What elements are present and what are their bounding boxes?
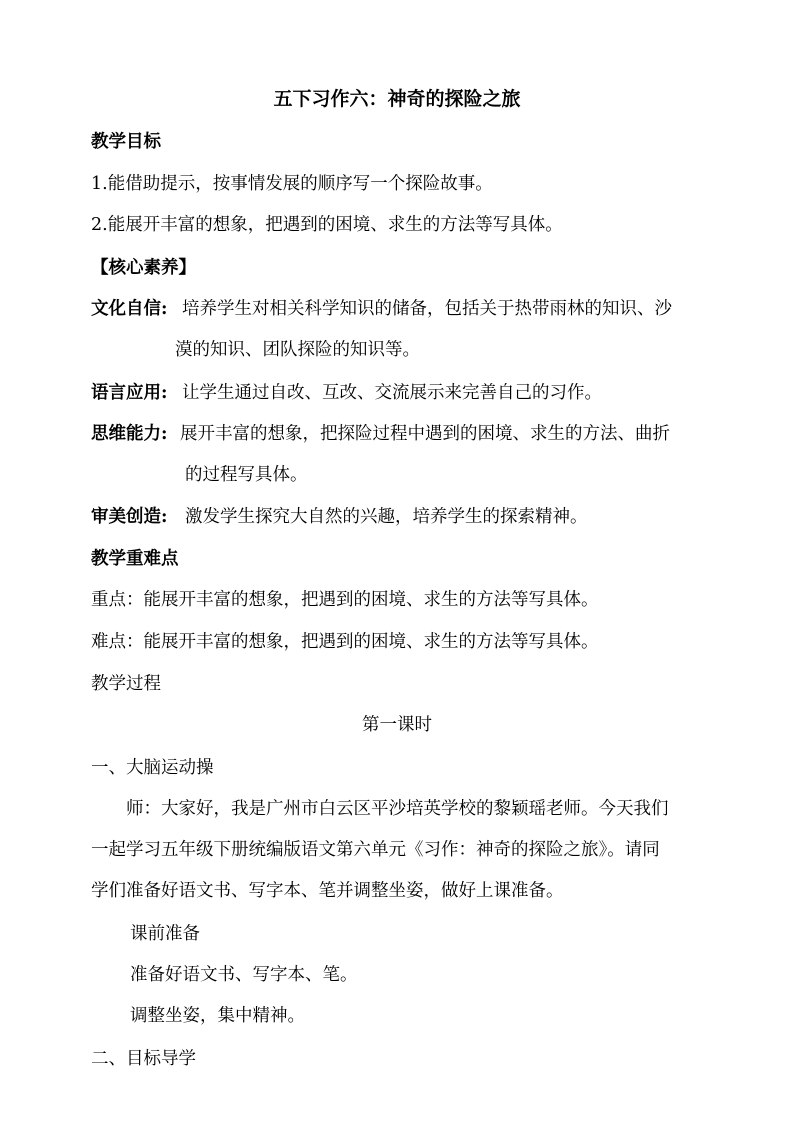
objectives-heading: 教学目标 [91, 132, 161, 152]
core-item-culture-text: 培养学生对相关科学知识的储备，包括关于热带雨林的知识、沙 [182, 299, 672, 319]
section-1-heading: 一、大脑运动操 [91, 758, 214, 778]
core-item-culture-text-cont: 漠的知识、团队探险的知识等。 [175, 340, 420, 360]
key-point-difficulty: 难点：能展开丰富的想象，把遇到的困境、求生的方法等写具体。 [91, 632, 599, 652]
core-item-thinking-text: 展开丰富的想象，把探险过程中遇到的困境、求生的方法、曲折 [180, 424, 670, 444]
key-point-focus: 重点：能展开丰富的想象，把遇到的困境、求生的方法等写具体。 [91, 590, 599, 610]
section-2-heading: 二、目标导学 [91, 1049, 196, 1069]
core-item-language-text: 让学生通过自改、互改、交流展示来完善自己的习作。 [182, 383, 602, 403]
core-item-language-label: 语言应用: [91, 383, 168, 403]
core-item-aesthetic-label: 审美创造: [91, 507, 168, 527]
core-item-culture-label: 文化自信: [91, 299, 168, 319]
teacher-paragraph-line-2: 一起学习五年级下册统编版语文第六单元《习作：神奇的探险之旅》。请同 [91, 840, 660, 860]
key-points-heading: 教学重难点 [91, 549, 179, 569]
teacher-paragraph-line-1: 师：大家好，我是广州市白云区平沙培英学校的黎颖瑶老师。今天我们 [126, 799, 669, 819]
document-title: 五下习作六：神奇的探险之旅 [273, 88, 521, 110]
prep-heading: 课前准备 [130, 924, 200, 944]
process-heading: 教学过程 [91, 674, 161, 694]
lesson-title: 第一课时 [362, 715, 432, 735]
prep-item-2: 调整坐姿，集中精神。 [130, 1006, 305, 1026]
objective-item-1: 1.能借助提示，按事情发展的顺序写一个探险故事。 [91, 174, 493, 194]
core-item-thinking-label: 思维能力: [91, 424, 168, 444]
core-item-aesthetic-text: 激发学生探究大自然的兴趣，培养学生的探索精神。 [185, 507, 588, 527]
prep-item-1: 准备好语文书、写字本、笔。 [130, 965, 358, 985]
core-item-thinking-text-cont: 的过程写具体。 [185, 465, 308, 485]
teacher-paragraph-line-3: 学们准备好语文书、写字本、笔并调整坐姿，做好上课准备。 [91, 881, 564, 901]
objective-item-2: 2.能展开丰富的想象，把遇到的困境、求生的方法等写具体。 [91, 215, 563, 235]
core-heading: 【核心素养】 [91, 258, 196, 278]
